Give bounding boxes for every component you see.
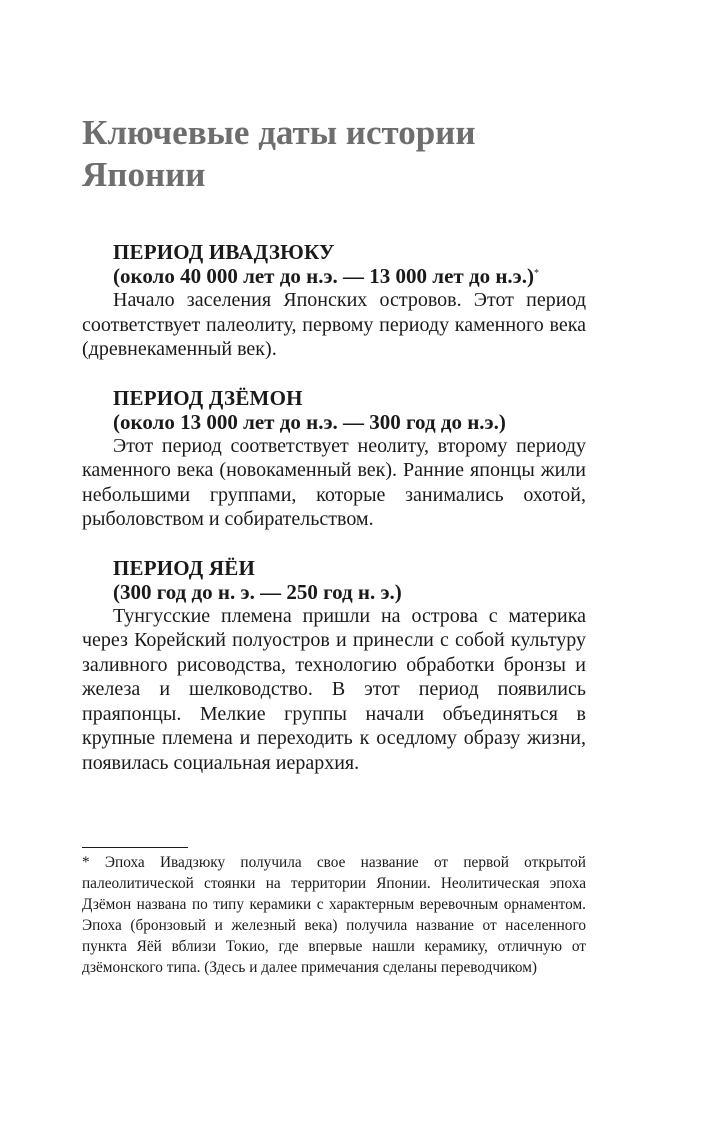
section-text: Тунгусские племена пришли на острова с материка через Корейский полуостров и принесли с собой культуру заливного рисоводства, технологию обработки бронзы и железа и шелководство. В этот период появились праяпонцы. Мелкие группы начали объединяться в крупные племена и переходить к оседлому образу жизни, появилась социальная иерархия. xyxy=(82,604,586,774)
section-dzyomon xyxy=(82,386,586,532)
section-text: Начало заселения Японских островов. Этот период соответствует палеолиту, первому периоду каменного века (древнекаменный век). xyxy=(82,289,586,360)
section-text: Этот период соответствует неолиту, второму периоду каменного века (новокаменный век). Ранние японцы жили небольшими группами, которые занимались охотой, рыболовством и собирательством. xyxy=(82,434,586,530)
section-ivadzyuku xyxy=(82,240,586,362)
footnote-mark: * xyxy=(534,268,539,279)
section-heading: ПЕРИОД ЯЁИ xyxy=(113,555,255,580)
section-heading: ПЕРИОД ИВАДЗЮКУ xyxy=(113,240,335,264)
main-content xyxy=(82,240,586,799)
section-dates-text: (около 40 000 лет до н.э. — 13 000 лет до н.э.) xyxy=(113,264,534,288)
section-heading: ПЕРИОД ДЗЁМОН xyxy=(113,385,303,410)
section-dates xyxy=(82,264,586,288)
footnote-divider xyxy=(82,847,188,848)
page-title: Ключевые даты истории Японии xyxy=(82,113,476,194)
footnote: * Эпоха Ивадзюку получила свое название от первой открытой палеолитической стоянки на территории Японии. Неолитическая эпоха Дзёмон названа по типу керамики с характерным веревочным орнаментом. Эпоха (бронзовый и железный века) получила название от населенного пункта Яёй вблизи Токио, где впервые нашли керамику, отличную от дзёмонского типа. (Здесь и далее примечания сделаны переводчиком) xyxy=(82,854,586,976)
section-yayoi xyxy=(82,556,586,776)
section-dates: (около 13 000 лет до н.э. — 300 год до н.э.) xyxy=(113,409,506,434)
section-dates: (300 год до н. э. — 250 год н. э.) xyxy=(113,579,402,604)
